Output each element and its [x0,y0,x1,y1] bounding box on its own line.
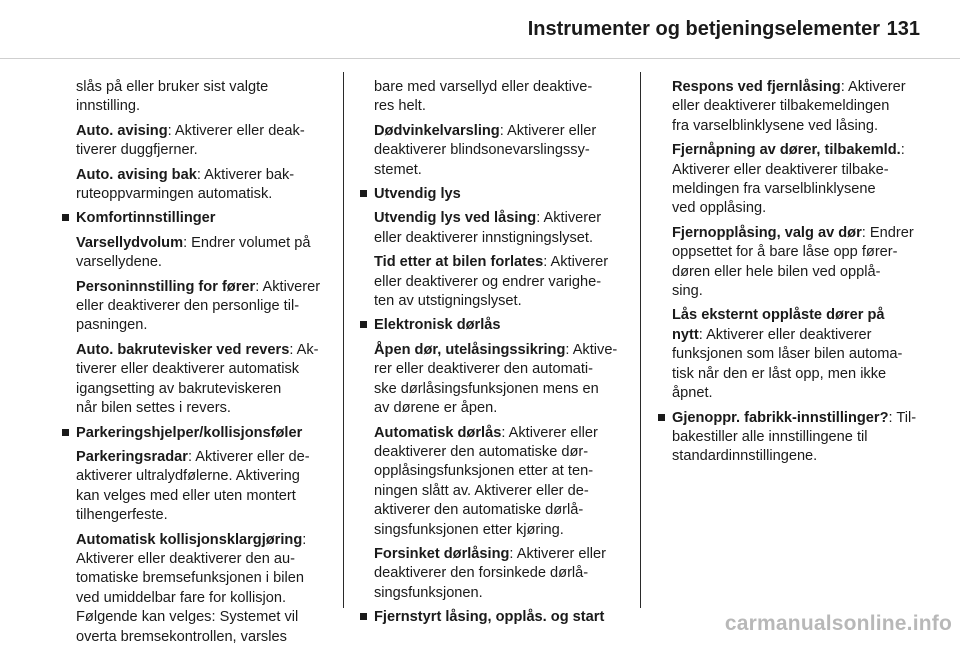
setting-term: Auto. avising bak [76,166,197,183]
setting-dodvinkelvarsling [360,122,626,180]
setting-term: Automatisk kollisjonsklargjøring [76,531,303,548]
setting-tid-etter-bilen-forlates [360,253,626,311]
setting-description: : Ak- tiverer eller deaktiverer automatisk igangsetting av bakruteviskeren når bilen settes i revers. [76,341,319,417]
setting-term: Automatisk dørlås [374,424,502,441]
setting-description: : Aktiverer eller deaktiverer den automatiske dør- opplåsingsfunksjonen etter at ten- ningen slått av. Aktiverer eller de- aktiverer den automatiske dørlå- singsfunksjonen etter kjøring. [374,424,598,538]
setting-fjernopplasing-valg [658,224,924,302]
setting-term: Utvendig lys ved låsing [374,210,537,227]
bullet-utvendig-lys: Utvendig lys [360,185,626,204]
setting-term: Dødvinkelvarsling [374,122,500,139]
setting-auto-avising-bak [62,166,328,205]
setting-term: Varsellydvolum [76,234,184,251]
setting-description: : Aktiverer eller deaktiverer blindsonevarslingssy- stemet. [374,122,597,178]
setting-parkeringsradar [62,448,328,526]
setting-description: : Aktiverer eller deaktiverer og endrer varighe- ten av utstigningslyset. [374,254,609,310]
setting-description: : Aktiverer eller deaktiverer den au- tomatiske bremsefunksjonen i bilen ved umiddelbar fare for kollisjon. Følgende kan velges: Systemet vil overta bremsekontrollen, varsles [76,531,307,645]
column-2 [360,78,626,633]
bullet-gjenoppr-fabrikk [658,409,924,467]
setting-description: : Aktiverer eller deaktiverer den forsinkede dørlå- singsfunksjonen. [374,545,606,601]
setting-description: : Endrer oppsettet for å bare låse opp fører- døren eller hele bilen ved opplå- sing. [672,224,914,300]
paragraph: slås på eller bruker sist valgte innstilling. [76,79,269,115]
setting-term: Gjenoppr. fabrikk-innstillinger? [672,409,889,426]
setting-apen-dor [360,341,626,419]
setting-fjernapning-dorer [658,141,924,219]
setting-term: Auto. avising [76,122,168,139]
bullet-elektronisk-dorlas: Elektronisk dørlås [360,316,626,335]
bullet-parkeringshjelper: Parkeringshjelper/kollisjonsføler [62,424,328,443]
setting-utvendig-lys-ved-lasing [360,209,626,248]
setting-description: : Aktiverer eller deaktiverer funksjonen som låser bilen automa- tisk når den er låst opp, men ikke åpnet. [672,326,903,402]
page-number: 131 [886,18,920,40]
setting-term: Auto. bakrutevisker ved revers [76,341,290,358]
header-rule [0,58,960,59]
setting-automatisk-dorlas [360,424,626,540]
column-3 [658,78,924,472]
setting-bakrutevisker [62,341,328,419]
setting-auto-avising [62,122,328,161]
setting-term: Fjernåpning av dører, tilbakemld. [672,142,901,159]
setting-forsinket-dorlasing [360,545,626,603]
setting-description: : Aktiverer eller deaktiverer innstigningslyset. [374,210,602,246]
setting-description: : Endrer volumet på varsellydene. [76,234,311,271]
setting-personinnstilling [62,278,328,336]
setting-description: : Aktiverer eller deaktiverer tilbakemeldingen fra varselblinklysene ved låsing. [672,79,906,134]
setting-kollisjonsklargjoring [62,531,328,647]
setting-description: : Aktiverer eller deaktiverer den personlige til- pasningen. [76,278,321,334]
bullet-fjernstyrt-lasing: Fjernstyrt låsing, opplås. og start [360,608,626,627]
bullet-square-icon [658,414,665,421]
setting-description: : Aktive- rer eller deaktiverer den automati- ske dørlåsingsfunksjonen mens en av dørene er åpen. [374,341,618,417]
setting-term: Parkeringsradar [76,448,188,465]
column-divider-1 [343,72,344,608]
bullet-square-icon [62,429,69,436]
setting-term: Lås eksternt opplåste dører på nytt [672,307,885,343]
section-title: Instrumenter og betjeningselementer [527,18,880,40]
setting-term: Tid etter at bilen forlates [374,254,544,271]
setting-respons-fjernlasing [658,78,924,136]
bullet-square-icon [360,190,367,197]
page-header [0,0,960,62]
bullet-square-icon [360,321,367,328]
setting-term: Åpen dør, utelåsingssikring [374,341,566,358]
setting-term: Personinnstilling for fører [76,278,256,295]
bullet-komfortinnstillinger: Komfortinnstillinger [62,209,328,228]
column-1 [62,78,328,652]
setting-description: : Aktiverer eller deak- tiverer duggfjerner. [76,122,305,159]
setting-description: : Aktiverer bak- ruteoppvarmingen automatisk. [76,166,295,203]
bullet-square-icon [360,613,367,620]
bullet-square-icon [62,214,69,221]
setting-description: : Til- bakestiller alle innstillingene til standardinnstillingene. [672,409,917,465]
setting-term: Forsinket dørlåsing [374,545,510,562]
paragraph: bare med varsellyd eller deaktive- res helt. [374,79,593,115]
column-divider-2 [640,72,641,608]
setting-varsellydvolum [62,234,328,273]
setting-description: : Aktiverer eller de- aktiverer ultralydfølerne. Aktivering kan velges med eller uten montert tilhengerfeste. [76,448,310,524]
setting-term: Respons ved fjernlåsing [672,79,841,95]
setting-description: : Aktiverer eller deaktiverer tilbake- meldingen fra varselblinklysene ved opplåsing. [672,142,905,217]
setting-term: Fjernopplåsing, valg av dør [672,224,862,241]
setting-las-eksternt [658,306,924,403]
watermark: carmanualsonline.info [724,612,952,635]
